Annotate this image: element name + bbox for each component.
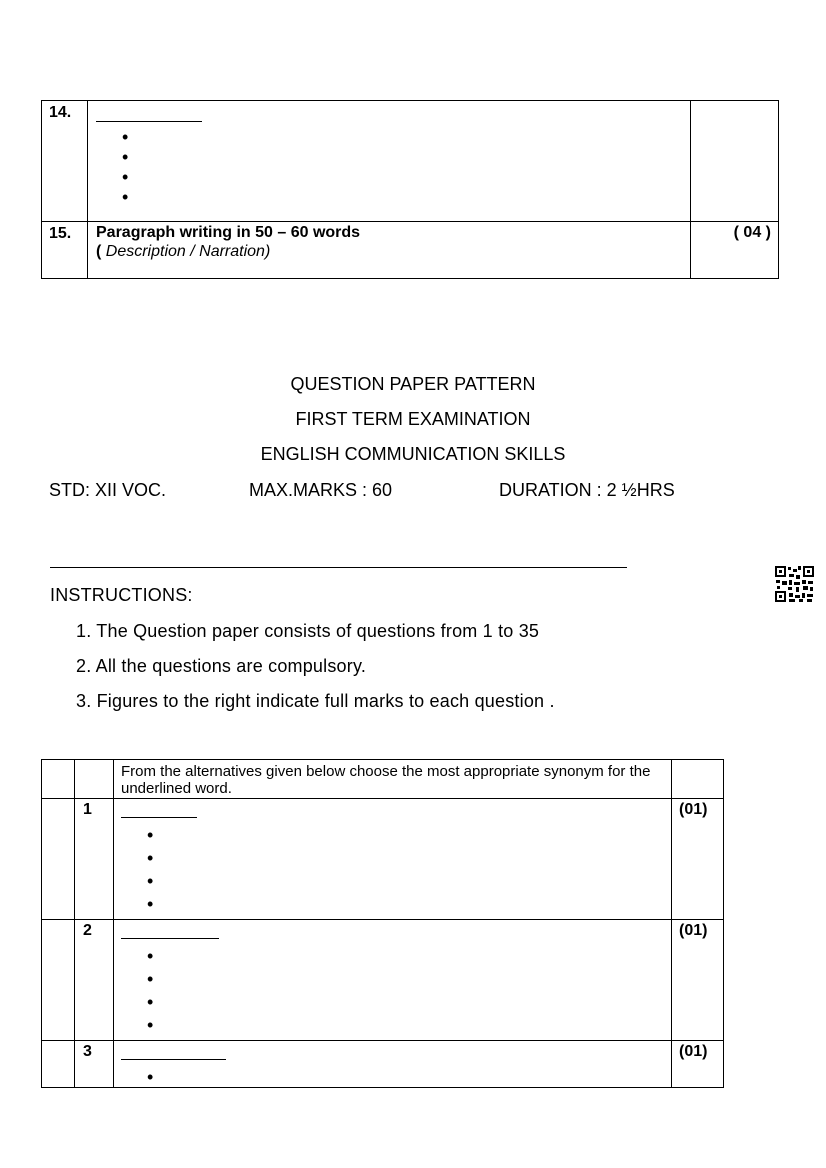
std-label: STD: XII VOC. — [49, 480, 167, 500]
blank-cell — [42, 760, 75, 799]
question-number: 15. — [42, 222, 88, 279]
exam-title: FIRST TERM EXAMINATION — [295, 409, 531, 429]
question-body — [88, 222, 691, 279]
blank-cell — [75, 760, 114, 799]
page-title: QUESTION PAPER PATTERN — [290, 374, 536, 394]
answer-blank — [121, 1045, 226, 1060]
option-list — [147, 1069, 671, 1087]
list-item — [122, 129, 690, 149]
question-title: Paragraph writing in 50 – 60 words — [96, 224, 361, 241]
table-row — [42, 1041, 724, 1088]
instruction-item: 1. The Question paper consists of questions from 1 to 35 — [76, 621, 540, 641]
subject-title: ENGLISH COMMUNICATION SKILLS — [260, 444, 566, 464]
marks-cell — [691, 101, 779, 222]
question-body — [114, 1041, 672, 1088]
blank-cell — [42, 799, 75, 920]
answer-blank — [121, 924, 219, 939]
duration-label: DURATION : 2 ½HRS — [499, 480, 675, 500]
list-item — [147, 827, 671, 850]
list-item — [147, 873, 671, 896]
question-number: 14. — [42, 101, 88, 222]
table-row — [42, 920, 724, 1041]
questions-table-bottom — [41, 759, 724, 1088]
question-subtitle: ( Description / Narration) — [96, 243, 271, 260]
list-item — [147, 1017, 671, 1040]
table-row — [42, 799, 724, 920]
table-row — [42, 101, 779, 222]
instruction-item: 3. Figures to the right indicate full marks to each question . — [76, 691, 555, 711]
table-row — [42, 222, 779, 279]
marks-cell: ( 04 ) — [691, 222, 779, 279]
table-row — [42, 760, 724, 799]
option-list — [147, 827, 671, 919]
list-item — [147, 971, 671, 994]
blank-cell — [42, 1041, 75, 1088]
list-item — [147, 994, 671, 1017]
instruction-item: 2. All the questions are compulsory. — [76, 656, 367, 676]
blank-cell — [42, 920, 75, 1041]
question-body — [114, 920, 672, 1041]
question-number: 3 — [75, 1041, 114, 1088]
question-body — [114, 799, 672, 920]
max-marks-label: MAX.MARKS : 60 — [249, 480, 393, 500]
list-item — [122, 189, 690, 209]
option-list — [147, 948, 671, 1040]
list-item — [147, 896, 671, 919]
list-item — [147, 948, 671, 971]
question-body — [88, 101, 691, 222]
marks-cell: (01) — [672, 799, 724, 920]
question-number: 1 — [75, 799, 114, 920]
instructions-heading: INSTRUCTIONS: — [50, 585, 193, 605]
list-item — [147, 1069, 671, 1087]
question-number: 2 — [75, 920, 114, 1041]
answer-blank — [96, 107, 202, 122]
marks-cell — [672, 760, 724, 799]
marks-cell: (01) — [672, 920, 724, 1041]
answer-blank — [121, 803, 197, 818]
list-item — [122, 149, 690, 169]
questions-table-top — [41, 100, 779, 279]
option-list — [122, 129, 690, 209]
list-item — [147, 850, 671, 873]
qr-code-icon — [774, 565, 815, 603]
section-prompt: From the alternatives given below choose the most appropriate synonym for the underlined word. — [114, 760, 672, 799]
marks-cell: (01) — [672, 1041, 724, 1088]
divider — [50, 567, 627, 568]
list-item — [122, 169, 690, 189]
